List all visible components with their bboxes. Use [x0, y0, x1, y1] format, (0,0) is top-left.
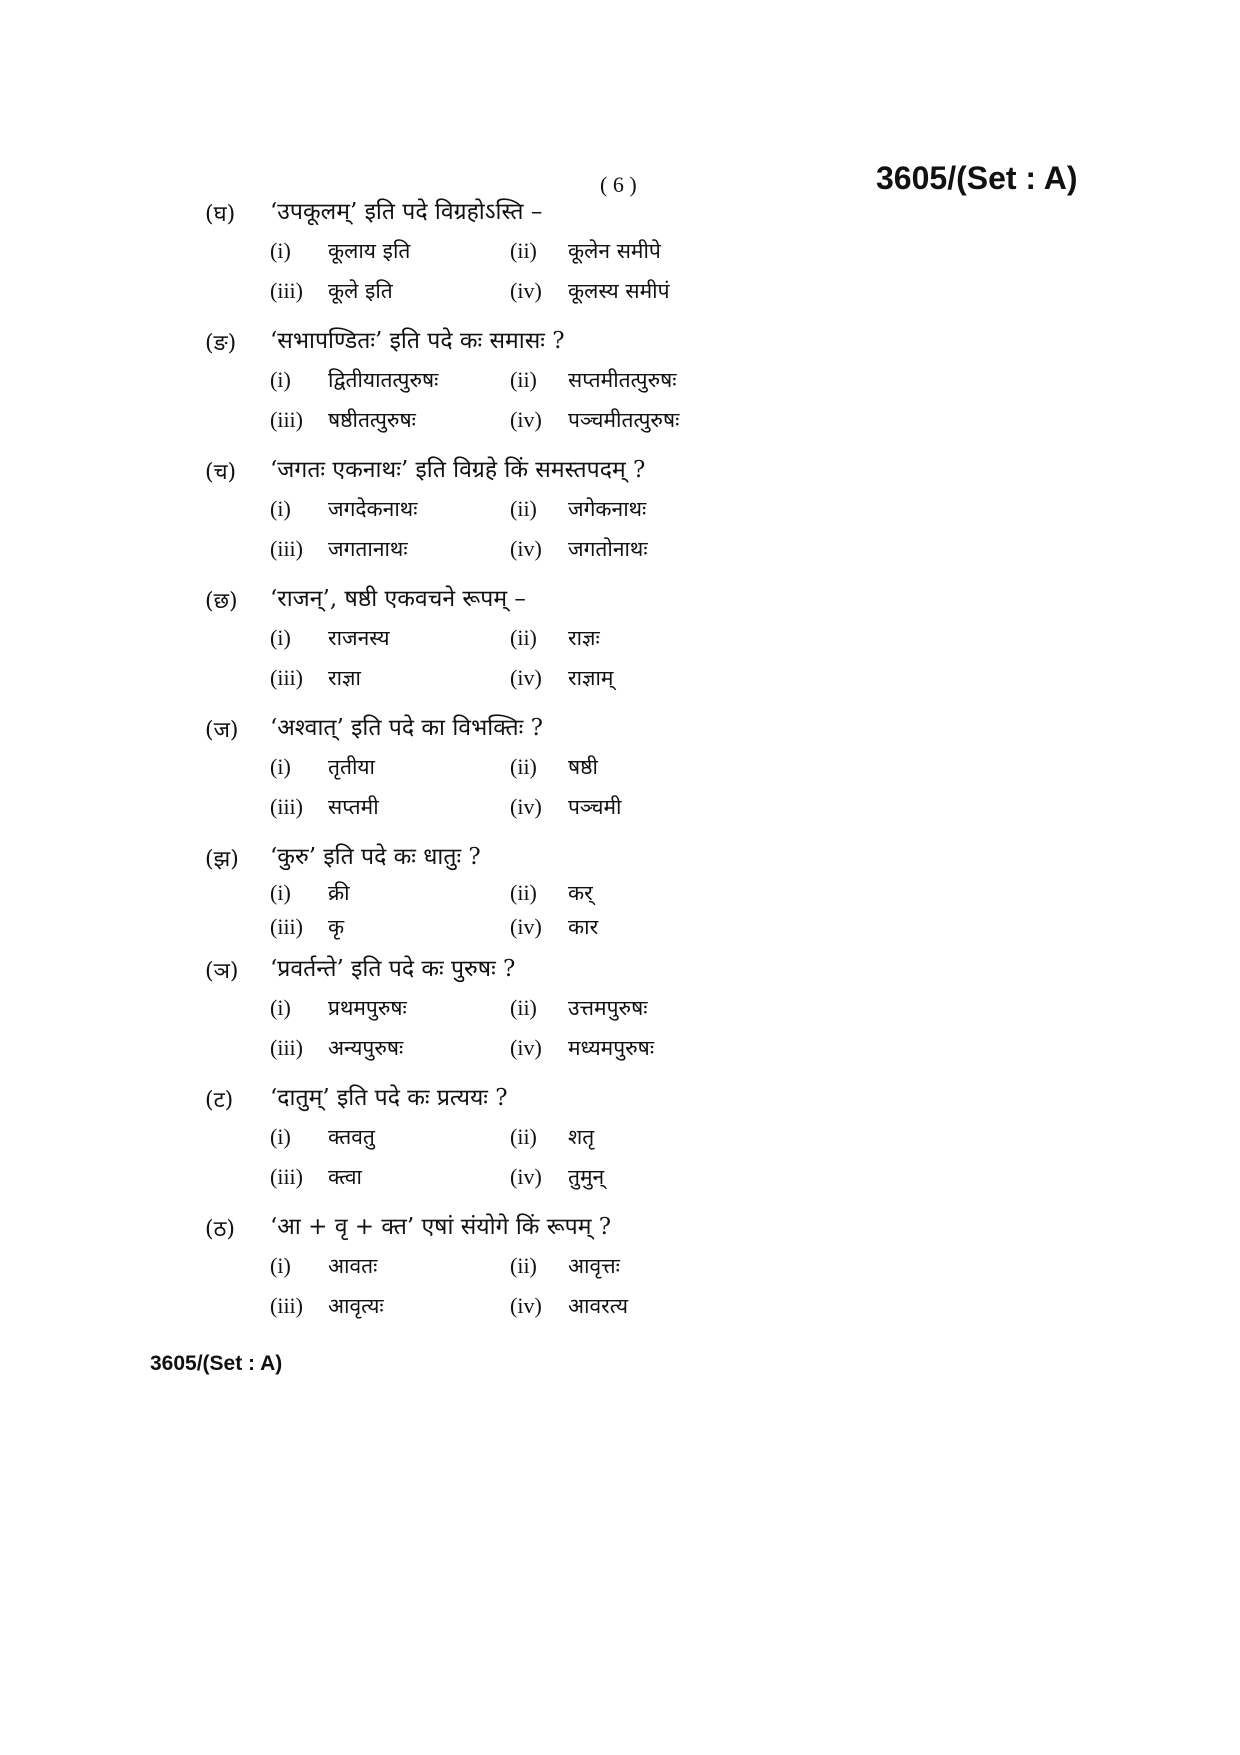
options-grid [270, 489, 1005, 569]
question-ta [205, 1079, 1005, 1208]
option-text: कृ [328, 915, 345, 939]
option-item [510, 988, 750, 1028]
option-item [510, 910, 750, 944]
options-grid [270, 876, 1005, 944]
question-text: ‘अश्वात्’ इति पदे का विभक्तिः ? [270, 715, 543, 741]
options-grid [270, 747, 1005, 827]
option-item [270, 876, 510, 910]
question-gha [205, 193, 1005, 322]
option-item [510, 658, 750, 698]
question-list [205, 193, 1005, 1337]
option-item [510, 400, 750, 440]
option-text: तुमुन् [568, 1165, 605, 1189]
question-text: ‘कुरु’ इति पदे कः धातुः ? [270, 844, 481, 870]
option-text: क्त्वा [328, 1165, 362, 1189]
option-number: (i) [270, 880, 291, 905]
option-item [270, 618, 510, 658]
option-text: आवरत्य [568, 1294, 628, 1318]
question-label: (घ) [205, 202, 236, 227]
option-text: जगतानाथः [328, 537, 408, 561]
option-text: राज्ञाम् [568, 666, 614, 690]
option-number: (ii) [510, 1124, 537, 1149]
option-number: (ii) [510, 625, 537, 650]
option-text: कूलाय इति [328, 239, 411, 263]
option-item [510, 618, 750, 658]
option-text: कार [568, 915, 599, 939]
option-text: आवृत्यः [328, 1294, 384, 1318]
option-item [270, 787, 510, 827]
option-item [270, 231, 510, 271]
option-text: मध्यमपुरुषः [568, 1036, 655, 1060]
option-number: (i) [270, 1124, 291, 1149]
option-text: आवृत्तः [568, 1254, 620, 1278]
option-item [270, 400, 510, 440]
option-item [510, 787, 750, 827]
option-number: (iv) [510, 665, 542, 690]
question-jha [205, 838, 1005, 950]
option-text: पञ्चमीतत्पुरुषः [568, 408, 680, 432]
option-number: (iii) [270, 1035, 303, 1060]
option-text: क्री [328, 881, 350, 905]
option-number: (iv) [510, 278, 542, 303]
option-number: (ii) [510, 496, 537, 521]
question-text: ‘सभापण्डितः’ इति पदे कः समासः ? [270, 328, 565, 354]
set-code-header: 3605/(Set : A) [876, 160, 1078, 196]
option-item [510, 1157, 750, 1197]
option-number: (i) [270, 1253, 291, 1278]
option-item [270, 1028, 510, 1068]
question-text: ‘जगतः एकनाथः’ इति विग्रहे किं समस्तपदम् ? [270, 457, 646, 483]
question-text: ‘प्रवर्तन्ते’ इति पदे कः पुरुषः ? [270, 956, 516, 982]
option-item [510, 271, 750, 311]
option-text: राजनस्य [328, 626, 390, 650]
option-text: प्रथमपुरुषः [328, 996, 407, 1020]
option-number: (iii) [270, 665, 303, 690]
option-item [270, 360, 510, 400]
question-label: (छ) [205, 589, 238, 614]
options-grid [270, 360, 1005, 440]
question-text: ‘आ + वृ + क्त’ एषां संयोगे किं रूपम् ? [270, 1214, 612, 1240]
option-number: (ii) [510, 754, 537, 779]
option-item [510, 231, 750, 271]
option-number: (ii) [510, 880, 537, 905]
option-item [510, 489, 750, 529]
option-text: षष्ठीतत्पुरुषः [328, 408, 416, 432]
option-item [270, 988, 510, 1028]
options-grid [270, 988, 1005, 1068]
option-text: क्तवतु [328, 1125, 375, 1149]
option-number: (iv) [510, 914, 542, 939]
option-item [270, 747, 510, 787]
option-text: राज्ञा [328, 666, 361, 690]
question-cha [205, 451, 1005, 580]
option-text: अन्यपुरुषः [328, 1036, 404, 1060]
page-number: ( 6 ) [600, 172, 637, 197]
option-number: (iii) [270, 536, 303, 561]
option-item [510, 529, 750, 569]
option-item [270, 1286, 510, 1326]
option-item [270, 1246, 510, 1286]
option-text: सप्तमी [328, 795, 379, 819]
option-number: (ii) [510, 238, 537, 263]
option-text: उत्तमपुरुषः [568, 996, 648, 1020]
option-number: (iii) [270, 1293, 303, 1318]
option-number: (ii) [510, 1253, 537, 1278]
question-label: (ठ) [205, 1217, 235, 1242]
option-number: (i) [270, 238, 291, 263]
option-number: (i) [270, 995, 291, 1020]
option-number: (ii) [510, 995, 537, 1020]
option-text: जगेकनाथः [568, 497, 647, 521]
option-item [510, 747, 750, 787]
option-item [270, 910, 510, 944]
option-number: (iii) [270, 914, 303, 939]
question-label: (ञ) [205, 959, 239, 984]
option-text: राज्ञः [568, 626, 600, 650]
question-text: ‘उपकूलम्’ इति पदे विग्रहोऽस्ति – [270, 199, 543, 225]
option-number: (iii) [270, 278, 303, 303]
question-text: ‘राजन्’, षष्ठी एकवचने रूपम् – [270, 586, 526, 612]
option-item [270, 1117, 510, 1157]
options-grid [270, 1117, 1005, 1197]
option-item [270, 529, 510, 569]
option-item [270, 658, 510, 698]
option-item [510, 1286, 750, 1326]
option-text: जगदेकनाथः [328, 497, 418, 521]
option-number: (i) [270, 496, 291, 521]
option-text: पञ्चमी [568, 795, 622, 819]
option-text: द्वितीयातत्पुरुषः [328, 368, 439, 392]
question-text: ‘दातुम्’ इति पदे कः प्रत्ययः ? [270, 1085, 508, 1111]
question-nya [205, 950, 1005, 1079]
option-text: जगतोनाथः [568, 537, 648, 561]
question-chha [205, 580, 1005, 709]
options-grid [270, 618, 1005, 698]
option-item [270, 489, 510, 529]
option-text: कूले इति [328, 279, 393, 303]
option-item [510, 1028, 750, 1068]
option-item [270, 1157, 510, 1197]
option-item [510, 876, 750, 910]
option-text: तृतीया [328, 755, 375, 779]
option-text: कूलस्य समीपं [568, 279, 670, 303]
question-label: (ट) [205, 1088, 234, 1113]
option-item [510, 360, 750, 400]
option-number: (iv) [510, 407, 542, 432]
option-item [270, 271, 510, 311]
option-item [510, 1246, 750, 1286]
option-item [510, 1117, 750, 1157]
option-text: सप्तमीतत्पुरुषः [568, 368, 677, 392]
option-number: (iv) [510, 1035, 542, 1060]
option-number: (iv) [510, 1164, 542, 1189]
option-text: कूलेन समीपे [568, 239, 661, 263]
question-nga [205, 322, 1005, 451]
option-number: (iv) [510, 1293, 542, 1318]
question-label: (झ) [205, 847, 239, 872]
option-text: शतृ [568, 1125, 595, 1149]
option-number: (i) [270, 754, 291, 779]
question-label: (ज) [205, 718, 239, 743]
option-number: (iii) [270, 794, 303, 819]
question-ja [205, 709, 1005, 838]
option-number: (i) [270, 367, 291, 392]
option-number: (iii) [270, 407, 303, 432]
option-number: (iv) [510, 536, 542, 561]
option-number: (iv) [510, 794, 542, 819]
option-number: (ii) [510, 367, 537, 392]
option-number: (iii) [270, 1164, 303, 1189]
options-grid [270, 1246, 1005, 1326]
question-label: (च) [205, 460, 237, 485]
set-code-footer: 3605/(Set : A) [150, 1352, 283, 1375]
options-grid [270, 231, 1005, 311]
option-text: कर् [568, 881, 593, 905]
option-text: आवतः [328, 1254, 378, 1278]
question-tha [205, 1208, 1005, 1337]
option-number: (i) [270, 625, 291, 650]
question-label: (ङ) [205, 331, 237, 356]
option-text: षष्ठी [568, 755, 598, 779]
